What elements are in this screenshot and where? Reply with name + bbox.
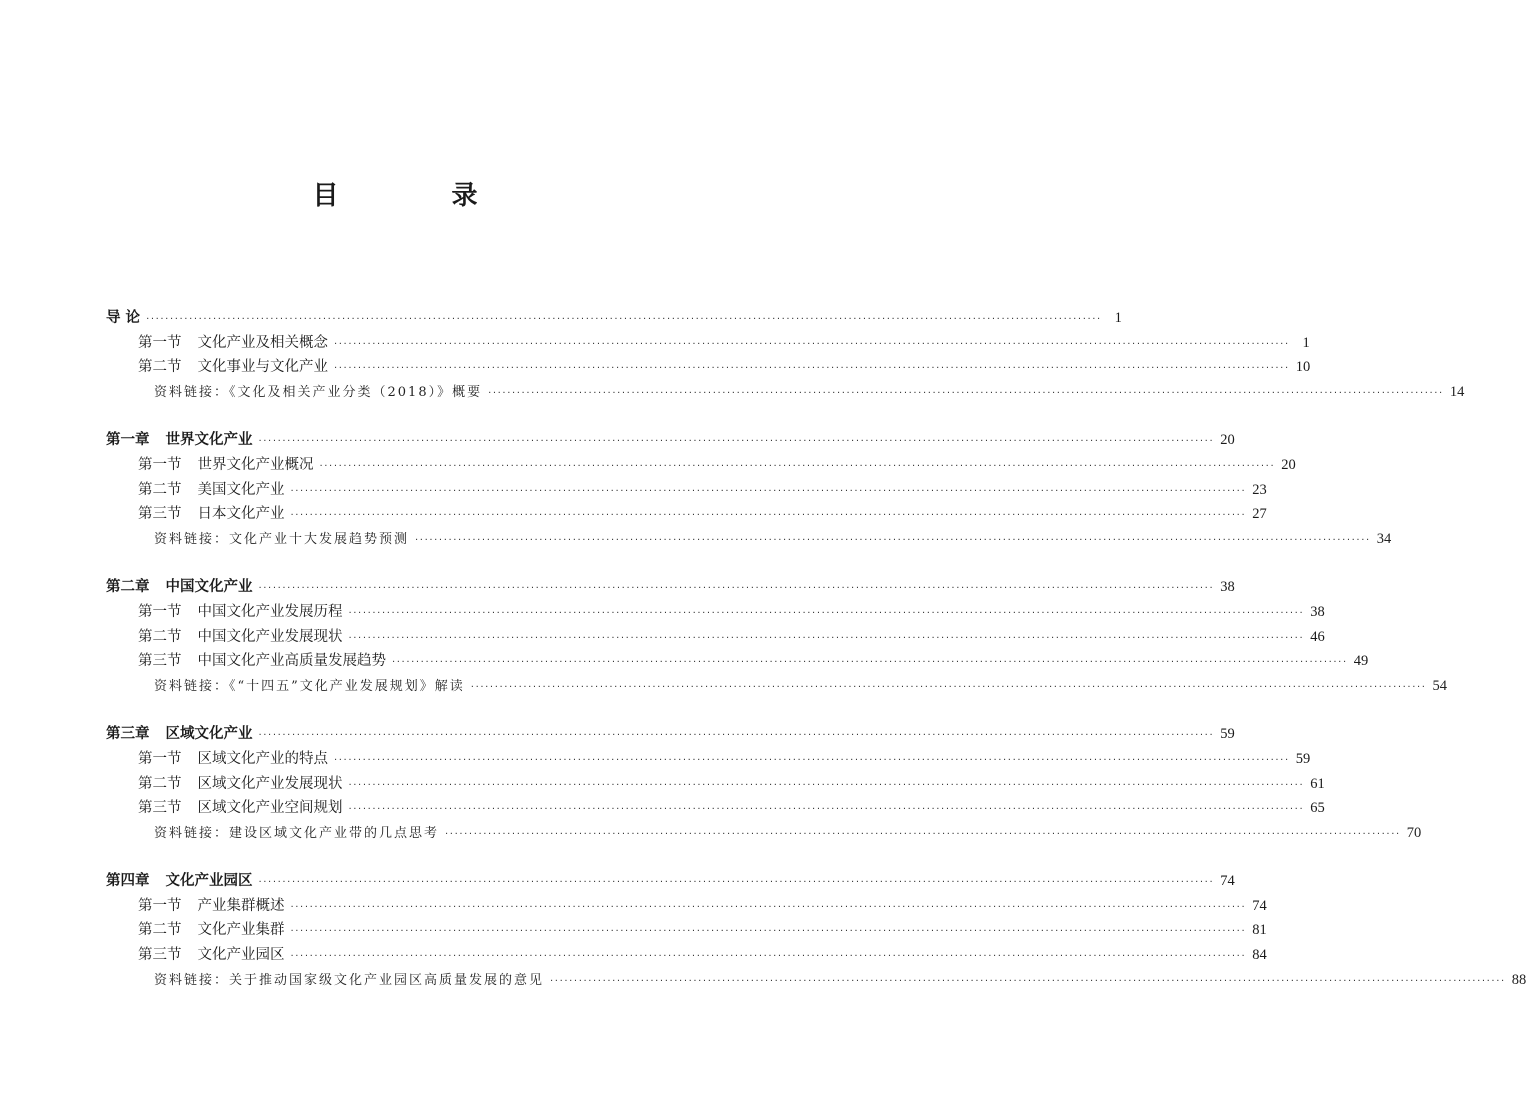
dot-leader: ········································································································································································································	[290, 901, 1247, 913]
toc-chapter-entry[interactable]	[106, 428, 1235, 453]
section-number: 第一节	[138, 456, 182, 473]
dot-leader: ········································································································································································································	[392, 657, 1348, 669]
toc-section-entry[interactable]	[106, 600, 1325, 625]
page-number: 65	[1310, 800, 1325, 817]
page-number: 59	[1220, 726, 1235, 743]
dot-leader: ········································································································································································································	[290, 926, 1247, 938]
dot-leader: ········································································································································································································	[488, 387, 1444, 399]
toc-section-entry[interactable]	[106, 478, 1267, 503]
page-number: 10	[1295, 359, 1311, 376]
section-title: 文化产业集群	[197, 922, 285, 939]
section-number: 第三节	[138, 506, 182, 523]
section-title: 美国文化产业	[197, 481, 285, 498]
page-number: 49	[1353, 653, 1369, 670]
table-of-contents	[106, 306, 1526, 1016]
section-number: 第二节	[138, 481, 182, 498]
section-title: 世界文化产业概况	[197, 456, 314, 473]
section-number: 第二节	[138, 775, 182, 792]
dot-leader: ········································································································································································································	[348, 804, 1305, 816]
chapter-title: 世界文化产业	[165, 432, 253, 449]
page-number: 38	[1220, 579, 1235, 596]
toc-section-entry[interactable]	[106, 943, 1267, 968]
page-number: 88	[1511, 971, 1526, 988]
dot-leader: ········································································································································································································	[348, 607, 1305, 619]
toc-section-entry[interactable]	[106, 649, 1369, 674]
chapter-number: 第三章	[106, 726, 150, 743]
resource-link-title: 资料链接：关于推动国家级文化产业园区高质量发展的意见	[154, 972, 545, 988]
dot-leader: ········································································································································································································	[550, 975, 1506, 987]
page-number: 1	[1114, 310, 1122, 326]
resource-link-title: 资料链接：建设区域文化产业带的几点思考	[154, 825, 440, 841]
dot-leader: ········································································································································································································	[348, 632, 1305, 644]
section-number: 第一节	[138, 334, 182, 351]
page-title: 目 录	[312, 181, 530, 211]
dot-leader: ········································································································································································································	[258, 436, 1215, 448]
dot-leader: ········································································································································································································	[415, 534, 1371, 546]
dot-leader: ········································································································································································································	[348, 779, 1305, 791]
toc-section-entry[interactable]	[106, 894, 1267, 919]
chapter-title: 区域文化产业	[165, 726, 253, 743]
section-title: 区域文化产业发展现状	[197, 775, 343, 792]
section-number: 第一节	[138, 750, 182, 767]
page-number: 27	[1252, 506, 1267, 523]
section-number: 第二节	[138, 628, 182, 645]
page-number: 46	[1310, 628, 1325, 645]
section-number: 第三节	[138, 947, 182, 964]
page-number: 20	[1220, 432, 1235, 449]
section-title: 中国文化产业发展现状	[197, 628, 343, 645]
page-number: 70	[1406, 824, 1422, 841]
toc-section-entry[interactable]	[106, 747, 1311, 772]
toc-resource-link-entry[interactable]	[106, 527, 1392, 552]
toc-section-entry[interactable]	[106, 355, 1311, 380]
intro-title: 导 论	[106, 310, 141, 326]
dot-leader: ········································································································································································································	[146, 314, 1102, 325]
toc-section-entry[interactable]	[106, 796, 1325, 821]
dot-leader: ········································································································································································································	[470, 681, 1427, 693]
section-title: 产业集群概述	[197, 897, 285, 914]
dot-leader: ········································································································································································································	[258, 877, 1215, 889]
section-number: 第一节	[138, 897, 182, 914]
section-number: 第二节	[138, 922, 182, 939]
toc-resource-link-entry[interactable]	[106, 821, 1422, 846]
page-number: 20	[1281, 456, 1296, 473]
section-number: 第一节	[138, 603, 182, 620]
page-number: 74	[1220, 873, 1235, 890]
toc-section-entry[interactable]	[106, 453, 1296, 478]
page-number: 81	[1252, 922, 1267, 939]
chapter-number: 第二章	[106, 579, 150, 596]
section-number: 第三节	[138, 653, 182, 670]
toc-resource-link-entry[interactable]	[106, 968, 1526, 993]
section-title: 中国文化产业发展历程	[197, 603, 343, 620]
page-number: 54	[1432, 677, 1448, 694]
dot-leader: ········································································································································································································	[319, 460, 1276, 472]
toc-chapter-entry[interactable]	[106, 722, 1235, 747]
toc-chapter-entry[interactable]	[106, 575, 1235, 600]
page-number: 38	[1310, 603, 1325, 620]
section-title: 日本文化产业	[197, 506, 285, 523]
toc-section-entry[interactable]	[106, 502, 1267, 527]
page-number: 14	[1449, 383, 1465, 400]
section-title: 文化事业与文化产业	[197, 359, 328, 376]
toc-section-entry[interactable]	[106, 772, 1325, 797]
toc-section-entry[interactable]	[106, 918, 1267, 943]
toc-chapter-entry[interactable]	[106, 869, 1235, 894]
resource-link-title: 资料链接：文化产业十大发展趋势预测	[154, 531, 410, 547]
toc-resource-link-entry[interactable]	[106, 674, 1448, 699]
section-title: 中国文化产业高质量发展趋势	[197, 653, 386, 670]
toc-section-entry[interactable]	[106, 625, 1325, 650]
page-number: 61	[1310, 775, 1325, 792]
chapter-title: 文化产业园区	[165, 873, 253, 890]
page-number: 74	[1252, 897, 1267, 914]
page-number: 23	[1252, 481, 1267, 498]
toc-resource-link-entry[interactable]	[106, 380, 1465, 405]
resource-link-title: 资料链接：《“十四五”文化产业发展规划》解读	[154, 678, 465, 694]
section-number: 第三节	[138, 800, 182, 817]
toc-chapter-block	[106, 722, 1422, 845]
dot-leader: ········································································································································································································	[290, 951, 1247, 963]
section-title: 文化产业园区	[197, 947, 285, 964]
section-number: 第二节	[138, 359, 182, 376]
page-number: 59	[1295, 750, 1311, 767]
chapter-title: 中国文化产业	[165, 579, 253, 596]
section-title: 区域文化产业空间规划	[197, 800, 343, 817]
dot-leader: ········································································································································································································	[290, 485, 1247, 497]
page-number: 1	[1302, 334, 1310, 351]
chapter-number: 第一章	[106, 432, 150, 449]
toc-intro-block	[106, 306, 1465, 404]
dot-leader: ········································································································································································································	[290, 510, 1247, 522]
dot-leader: ········································································································································································································	[334, 363, 1290, 375]
dot-leader: ········································································································································································································	[445, 828, 1401, 840]
dot-leader: ········································································································································································································	[258, 583, 1215, 595]
dot-leader: ········································································································································································································	[334, 338, 1290, 350]
toc-chapter-block	[106, 869, 1526, 992]
toc-chapter-block	[106, 428, 1392, 551]
toc-intro-entry[interactable]	[106, 306, 1122, 331]
page-number: 84	[1252, 947, 1267, 964]
dot-leader: ········································································································································································································	[258, 730, 1215, 742]
page-number: 34	[1376, 530, 1392, 547]
section-title: 区域文化产业的特点	[197, 750, 328, 767]
toc-section-entry[interactable]	[106, 331, 1310, 356]
chapter-number: 第四章	[106, 873, 150, 890]
dot-leader: ········································································································································································································	[334, 754, 1290, 766]
section-title: 文化产业及相关概念	[197, 334, 328, 351]
toc-chapter-block	[106, 575, 1448, 698]
resource-link-title: 资料链接：《文化及相关产业分类（2018）》概要	[154, 384, 483, 400]
